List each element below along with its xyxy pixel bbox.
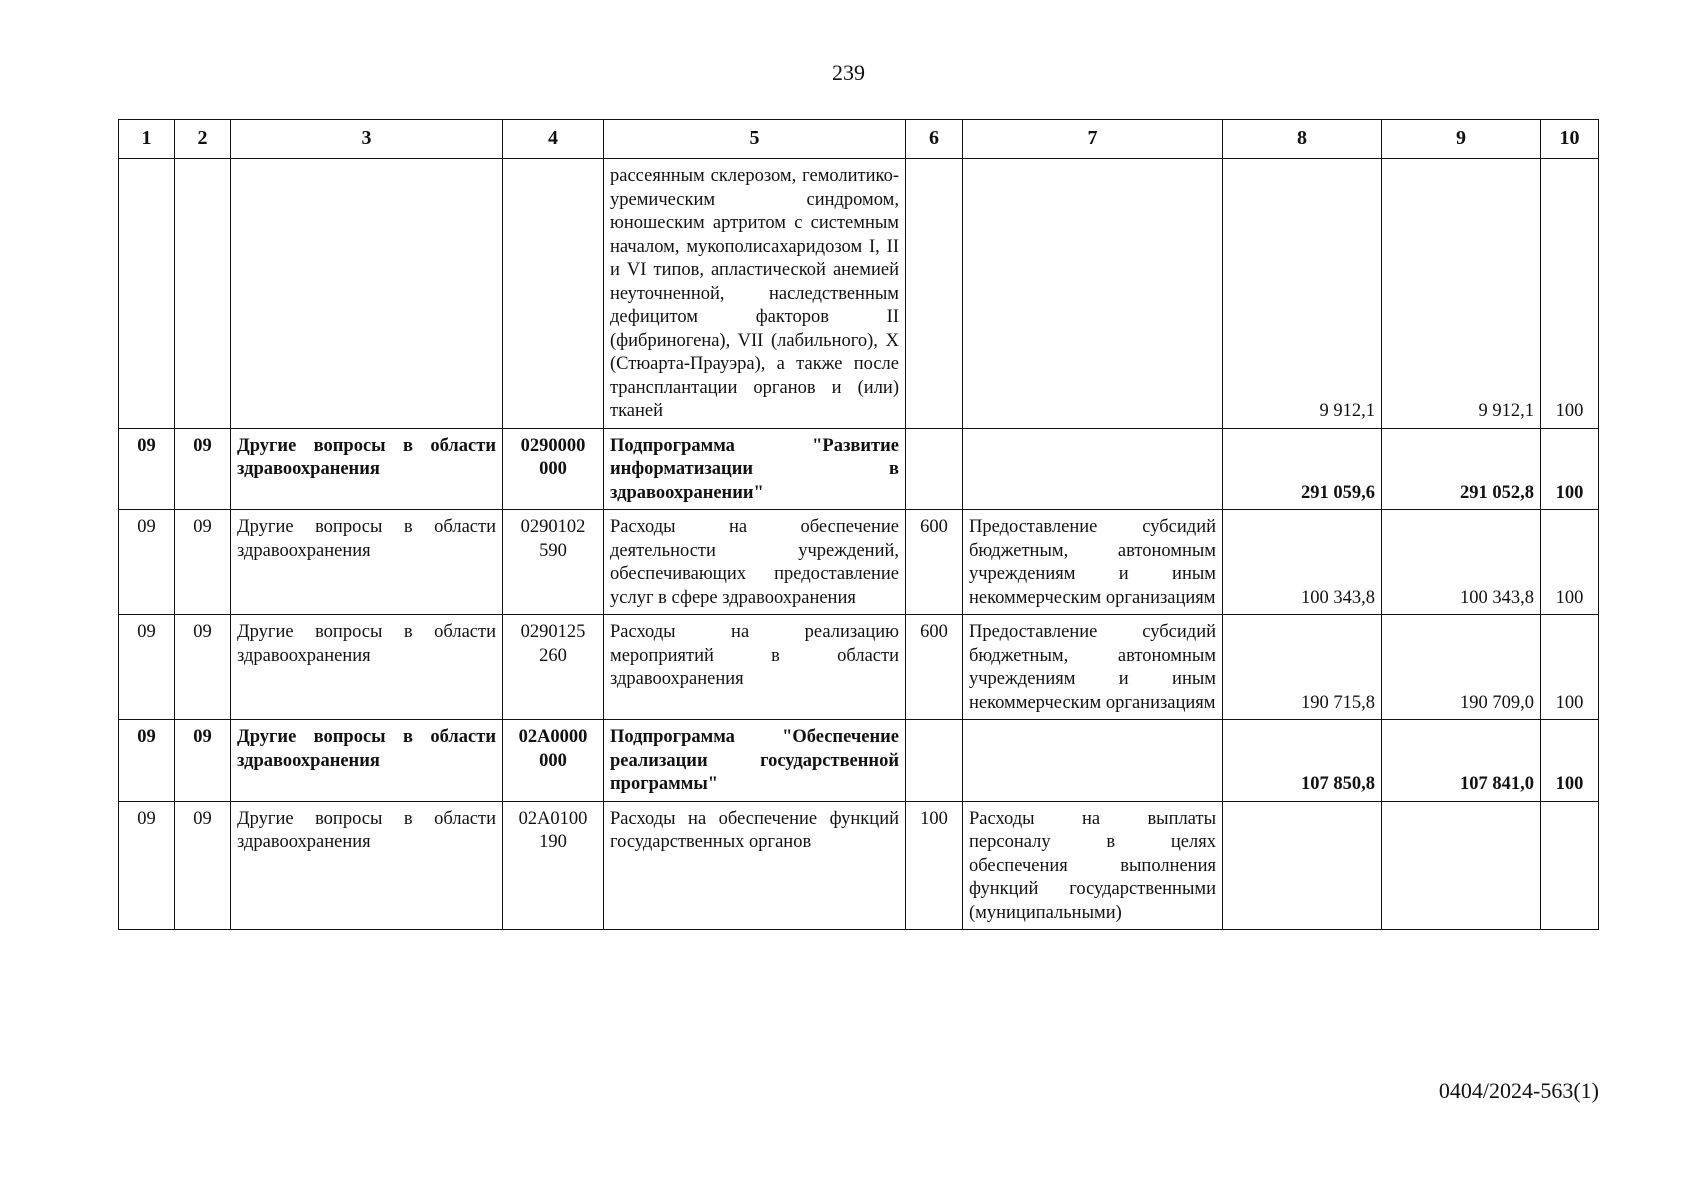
header-col-1: 1 (119, 120, 175, 159)
table-row (119, 428, 1599, 510)
cell-section (119, 159, 175, 429)
cell-section-name: Другие вопросы в области здравоохранения (231, 615, 503, 720)
cell-target-code: 0290102 590 (503, 510, 604, 615)
budget-table (118, 119, 1599, 930)
table-body (119, 159, 1599, 930)
cell-planned: 9 912,1 (1223, 159, 1382, 429)
cell-target-name: Расходы на обеспечение деятельности учреждений, обеспечивающих предоставление услуг в сфере здравоохранения (604, 510, 906, 615)
cell-section-name: Другие вопросы в области здравоохранения (231, 510, 503, 615)
cell-executed: 190 709,0 (1382, 615, 1541, 720)
cell-expense-type (906, 720, 963, 802)
table-header-row (119, 120, 1599, 159)
cell-executed (1382, 801, 1541, 930)
cell-target-code: 02А0100 190 (503, 801, 604, 930)
cell-target-code: 0290125 260 (503, 615, 604, 720)
cell-executed: 100 343,8 (1382, 510, 1541, 615)
table-row (119, 615, 1599, 720)
cell-percent: 100 (1541, 615, 1599, 720)
cell-target-name: Расходы на обеспечение функций государственных органов (604, 801, 906, 930)
cell-expense-type-name: Предоставление субсидий бюджетным, автономным учреждениям и иным некоммерческим организациям (963, 615, 1223, 720)
cell-section-name: Другие вопросы в области здравоохранения (231, 720, 503, 802)
header-col-9: 9 (1382, 120, 1541, 159)
cell-percent: 100 (1541, 428, 1599, 510)
cell-subsection: 09 (175, 428, 231, 510)
cell-target-code (503, 159, 604, 429)
header-col-6: 6 (906, 120, 963, 159)
table-row (119, 159, 1599, 429)
cell-section-name: Другие вопросы в области здравоохранения (231, 428, 503, 510)
cell-planned: 100 343,8 (1223, 510, 1382, 615)
cell-planned (1223, 801, 1382, 930)
cell-target-name: рассеянным склерозом, гемолитико-уремическим синдромом, юношеским артритом с системным началом, мукополисахаридозом I, II и VI типов, апластической анемией неуточненной, наследственным дефицитом факторов II (фибриногена), VII (лабильного), X (Стюарта-Прауэра), а также после трансплантации органов и (или) тканей (604, 159, 906, 429)
table-row (119, 801, 1599, 930)
cell-planned: 291 059,6 (1223, 428, 1382, 510)
cell-section: 09 (119, 801, 175, 930)
cell-executed: 291 052,8 (1382, 428, 1541, 510)
header-col-3: 3 (231, 120, 503, 159)
cell-subsection: 09 (175, 510, 231, 615)
document-code: 0404/2024-563(1) (1438, 1078, 1599, 1103)
cell-planned: 107 850,8 (1223, 720, 1382, 802)
cell-target-name: Расходы на реализацию мероприятий в области здравоохранения (604, 615, 906, 720)
header-col-10: 10 (1541, 120, 1599, 159)
cell-expense-type (906, 428, 963, 510)
table-row (119, 510, 1599, 615)
cell-expense-type (906, 159, 963, 429)
cell-section-name (231, 159, 503, 429)
cell-percent: 100 (1541, 510, 1599, 615)
cell-subsection: 09 (175, 801, 231, 930)
cell-target-name: Подпрограмма "Обеспечение реализации государственной программы" (604, 720, 906, 802)
cell-expense-type-name: Предоставление субсидий бюджетным, автономным учреждениям и иным некоммерческим организациям (963, 510, 1223, 615)
cell-percent: 100 (1541, 159, 1599, 429)
cell-section: 09 (119, 720, 175, 802)
cell-expense-type-name (963, 428, 1223, 510)
cell-planned: 190 715,8 (1223, 615, 1382, 720)
cell-subsection (175, 159, 231, 429)
header-col-5: 5 (604, 120, 906, 159)
cell-target-code: 0290000 000 (503, 428, 604, 510)
cell-expense-type-name (963, 720, 1223, 802)
cell-expense-type: 100 (906, 801, 963, 930)
cell-section-name: Другие вопросы в области здравоохранения (231, 801, 503, 930)
cell-executed: 9 912,1 (1382, 159, 1541, 429)
cell-executed: 107 841,0 (1382, 720, 1541, 802)
header-col-2: 2 (175, 120, 231, 159)
cell-section: 09 (119, 428, 175, 510)
cell-expense-type-name: Расходы на выплаты персоналу в целях обеспечения выполнения функций государственными (муниципальными) (963, 801, 1223, 930)
cell-target-code: 02А0000 000 (503, 720, 604, 802)
header-col-4: 4 (503, 120, 604, 159)
cell-percent (1541, 801, 1599, 930)
cell-target-name: Подпрограмма "Развитие информатизации в здравоохранении" (604, 428, 906, 510)
cell-percent: 100 (1541, 720, 1599, 802)
header-col-8: 8 (1223, 120, 1382, 159)
table-row (119, 720, 1599, 802)
cell-subsection: 09 (175, 615, 231, 720)
header-col-7: 7 (963, 120, 1223, 159)
cell-section: 09 (119, 510, 175, 615)
cell-expense-type-name (963, 159, 1223, 429)
cell-subsection: 09 (175, 720, 231, 802)
page-number: 239 (832, 60, 865, 85)
cell-expense-type: 600 (906, 615, 963, 720)
cell-expense-type: 600 (906, 510, 963, 615)
cell-section: 09 (119, 615, 175, 720)
